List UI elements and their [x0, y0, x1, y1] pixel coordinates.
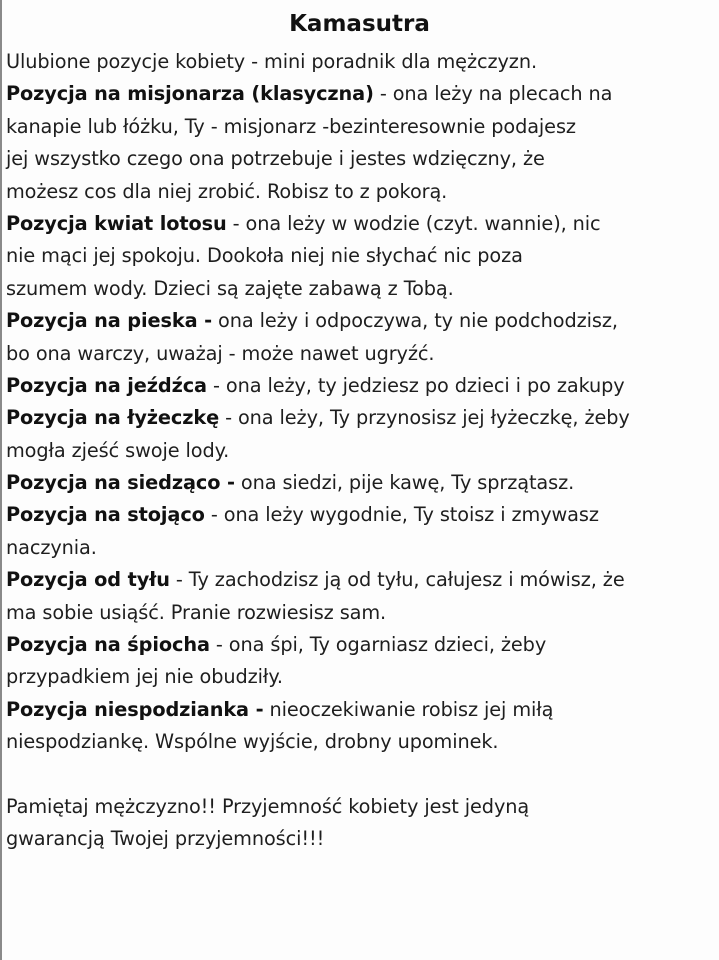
text-line: szumem wody. Dzieci są zajęte zabawą z Tobą.: [6, 276, 454, 300]
text-line: możesz cos dla niej zrobić. Robisz to z pokorą.: [6, 179, 448, 203]
text-line: naczynia.: [6, 535, 97, 559]
text-line: przypadkiem jej nie obudziły.: [6, 665, 283, 689]
position-heading-line: Pozycja na misjonarza (klasyczna) - ona leży na plecach na: [6, 82, 613, 106]
text-line: bo ona warczy, uważaj - może nawet ugryźć.: [6, 341, 435, 365]
position-heading-line: Pozycja na jeźdźca - ona leży, ty jedziesz po dzieci i po zakupy: [6, 373, 625, 397]
text-line: mogła zjeść swoje lody.: [6, 438, 230, 462]
text-line: jej wszystko czego ona potrzebuje i jestes wdzięczny, że: [6, 147, 545, 171]
document-body: [6, 46, 719, 856]
text-line: ma sobie usiąść. Pranie rozwiesisz sam.: [6, 600, 387, 624]
position-heading-line: Pozycja niespodzianka - nieoczekiwanie robisz jej miłą: [6, 697, 554, 721]
text-line: niespodziankę. Wspólne wyjście, drobny upominek.: [6, 730, 499, 754]
position-heading-line: Pozycja na siedząco - ona siedzi, pije kawę, Ty sprzątasz.: [6, 471, 575, 495]
page-border: [0, 0, 2, 960]
text-line: nie mąci jej spokoju. Dookoła niej nie słychać nic poza: [6, 244, 523, 268]
closing-line: gwarancją Twojej przyjemności!!!: [6, 827, 325, 851]
intro-line: Ulubione pozycje kobiety - mini poradnik dla mężczyzn.: [6, 50, 537, 73]
position-heading-line: Pozycja na stojąco - ona leży wygodnie, Ty stoisz i zmywasz: [6, 503, 599, 527]
closing-line: Pamiętaj mężczyzno!! Przyjemność kobiety jest jedyną: [6, 794, 530, 818]
position-heading-line: Pozycja kwiat lotosu - ona leży w wodzie (czyt. wannie), nic: [6, 211, 601, 235]
text-line: kanapie lub łóżku, Ty - misjonarz -bezinteresownie podajesz: [6, 114, 576, 138]
document-title: Kamasutra: [289, 11, 430, 37]
position-heading-line: Pozycja na pieska - ona leży i odpoczywa, ty nie podchodzisz,: [6, 309, 618, 333]
position-heading-line: Pozycja na śpiocha - ona śpi, Ty ogarniasz dzieci, żeby: [6, 633, 547, 657]
position-heading-line: Pozycja na łyżeczkę - ona leży, Ty przynosisz jej łyżeczkę, żeby: [6, 406, 630, 430]
paragraph-gap: [6, 759, 719, 791]
position-heading-line: Pozycja od tyłu - Ty zachodzisz ją od tyłu, całujesz i mówisz, że: [6, 568, 625, 592]
